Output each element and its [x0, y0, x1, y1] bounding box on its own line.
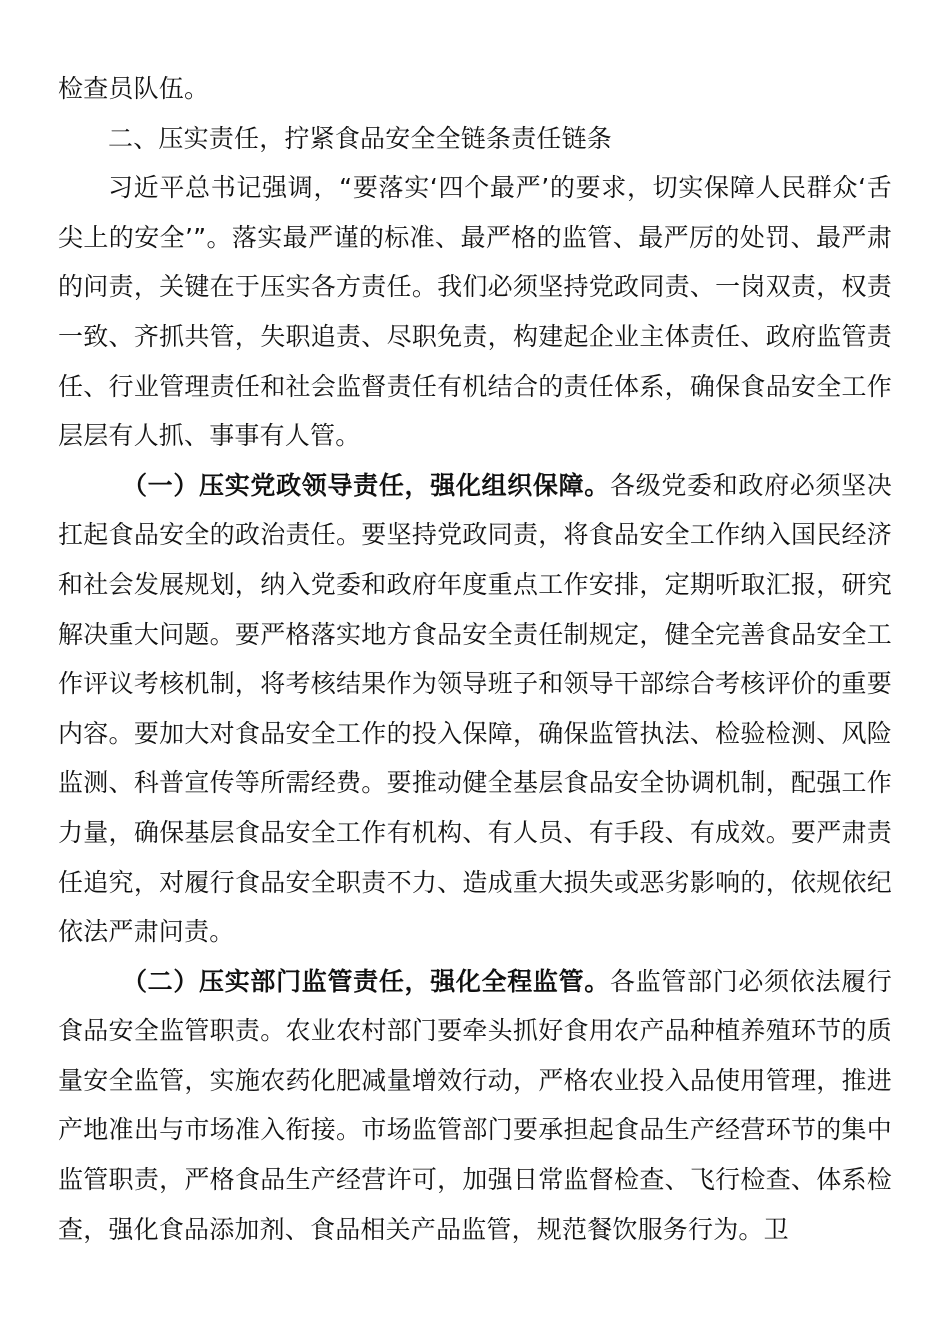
subsection-two-paragraph	[58, 957, 892, 1255]
document-page	[58, 64, 892, 1254]
subsection-two-heading: （二）压实部门监管责任，强化全程监管。	[122, 966, 610, 996]
section-two-heading: 二、压实责任，拧紧食品安全全链条责任链条	[108, 123, 613, 153]
subsection-one-heading: （一）压实党政领导责任，强化组织保障。	[122, 470, 610, 500]
subsection-one-paragraph	[58, 461, 892, 957]
subsection-two-body: 各监管部门必须依法履行食品安全监管职责。农业农村部门要牵头抓好食用农产品种植养殖环节的质量安全监管，实施农药化肥减量增效行动，严格农业投入品使用管理，推进产地准出与市场准入衔接。市场监管部门要承担起食品生产经营环节的集中监管职责，严格食品生产经营许可，加强日常监督检查、飞行检查、体系检查，强化食品添加剂、食品相关产品监管，规范餐饮服务行为。卫	[58, 966, 892, 1244]
subsection-one-body: 各级党委和政府必须坚决扛起食品安全的政治责任。要坚持党政同责，将食品安全工作纳入国民经济和社会发展规划，纳入党委和政府年度重点工作安排，定期听取汇报，研究解决重大问题。要严格落实地方食品安全责任制规定，健全完善食品安全工作评议考核机制，将考核结果作为领导班子和领导干部综合考核评价的重要内容。要加大对食品安全工作的投入保障，确保监管执法、检验检测、风险监测、科普宣传等所需经费。要推动健全基层食品安全协调机制，配强工作力量，确保基层食品安全工作有机构、有人员、有手段、有成效。要严肃责任追究，对履行食品安全职责不力、造成重大损失或恶劣影响的，依规依纪依法严肃问责。	[58, 470, 892, 947]
opening-fragment: 检查员队伍。	[58, 74, 210, 103]
section-two-intro: 习近平总书记强调，“要落实‘四个最严’的要求，切实保障人民群众‘舌尖上的安全’”。落实最严谨的标准、最严格的监管、最严厉的处罚、最严肃的问责，关键在于压实各方责任。我们必须坚持党政同责、一岗双责，权责一致、齐抓共管，失职追责、尽职免责，构建起企业主体责任、政府监管责任、行业管理责任和社会监督责任有机结合的责任体系，确保食品安全工作层层有人抓、事事有人管。	[58, 173, 892, 451]
